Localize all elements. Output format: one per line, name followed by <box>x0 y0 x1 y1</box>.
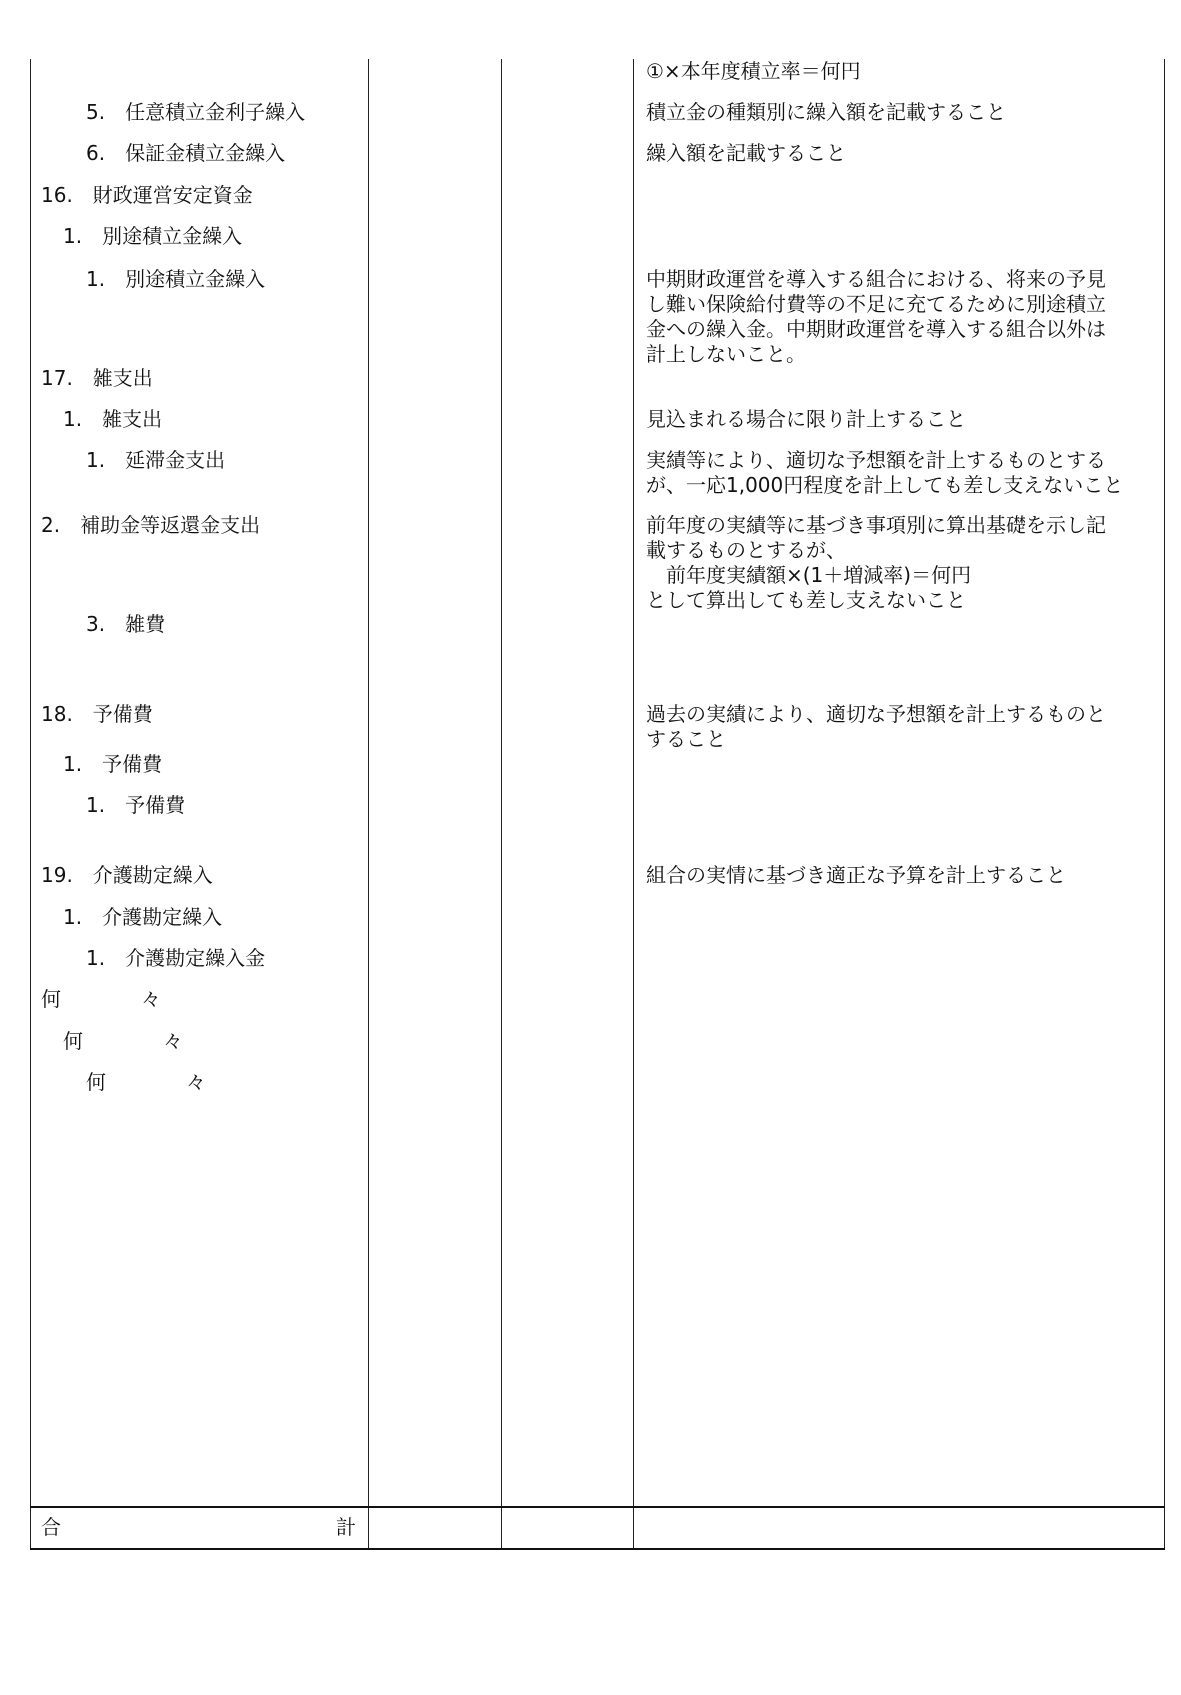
note: 積立金の種類別に繰入額を記載すること <box>646 100 1006 124</box>
list-item: 1. 介護勘定繰入金 <box>86 946 266 970</box>
list-item: 16. 財政運営安定資金 <box>41 183 253 207</box>
list-item: 5. 任意積立金利子繰入 <box>86 100 306 124</box>
list-item: 3. 雑費 <box>86 612 166 636</box>
list-item: 1. 予備費 <box>86 793 186 817</box>
list-item: 1. 介護勘定繰入 <box>63 905 223 929</box>
total-label-right: 計 <box>336 1515 356 1539</box>
list-item: 1. 雑支出 <box>63 407 163 431</box>
note: 過去の実績により、適切な予想額を計上するものと すること <box>646 702 1106 751</box>
total-row-top-border <box>30 1506 1165 1508</box>
column-divider <box>501 59 502 1549</box>
list-item: 何 々 <box>63 1029 183 1053</box>
total-label-left: 合 <box>41 1515 61 1539</box>
note: 繰入額を記載すること <box>646 141 846 165</box>
note: 見込まれる場合に限り計上すること <box>646 407 966 431</box>
list-item: 18. 予備費 <box>41 702 153 726</box>
list-item: 2. 補助金等返還金支出 <box>41 513 261 537</box>
list-item: 1. 別途積立金繰入 <box>86 267 266 291</box>
note: ①×本年度積立率＝何円 <box>646 59 861 83</box>
list-item: 17. 雑支出 <box>41 366 153 390</box>
list-item: 1. 別途積立金繰入 <box>63 224 243 248</box>
list-item: 19. 介護勘定繰入 <box>41 863 213 887</box>
column-divider <box>368 59 369 1549</box>
list-item: 1. 予備費 <box>63 752 163 776</box>
list-item: 6. 保証金積立金繰入 <box>86 141 286 165</box>
list-item: 何 々 <box>41 987 161 1011</box>
column-divider <box>633 59 634 1549</box>
note: 実績等により、適切な予想額を計上するものとする が、一応1,000円程度を計上しても差し支えないこと <box>646 448 1124 497</box>
note: 前年度の実績等に基づき事項別に算出基礎を示し記 載するものとするが、 前年度実績額×(1＋増減率)＝何円 として算出しても差し支えないこと <box>646 513 1106 612</box>
note: 組合の実情に基づき適正な予算を計上すること <box>646 863 1066 887</box>
table-border-left <box>30 59 31 1549</box>
note: 中期財政運営を導入する組合における、将来の予見 し難い保険給付費等の不足に充てるために別途積立 金への繰入金。中期財政運営を導入する組合以外は 計上しないこと。 <box>646 267 1106 366</box>
table-border-right <box>1164 59 1165 1549</box>
list-item: 1. 延滞金支出 <box>86 448 226 472</box>
table-border-bottom <box>30 1548 1165 1550</box>
list-item: 何 々 <box>86 1070 206 1094</box>
